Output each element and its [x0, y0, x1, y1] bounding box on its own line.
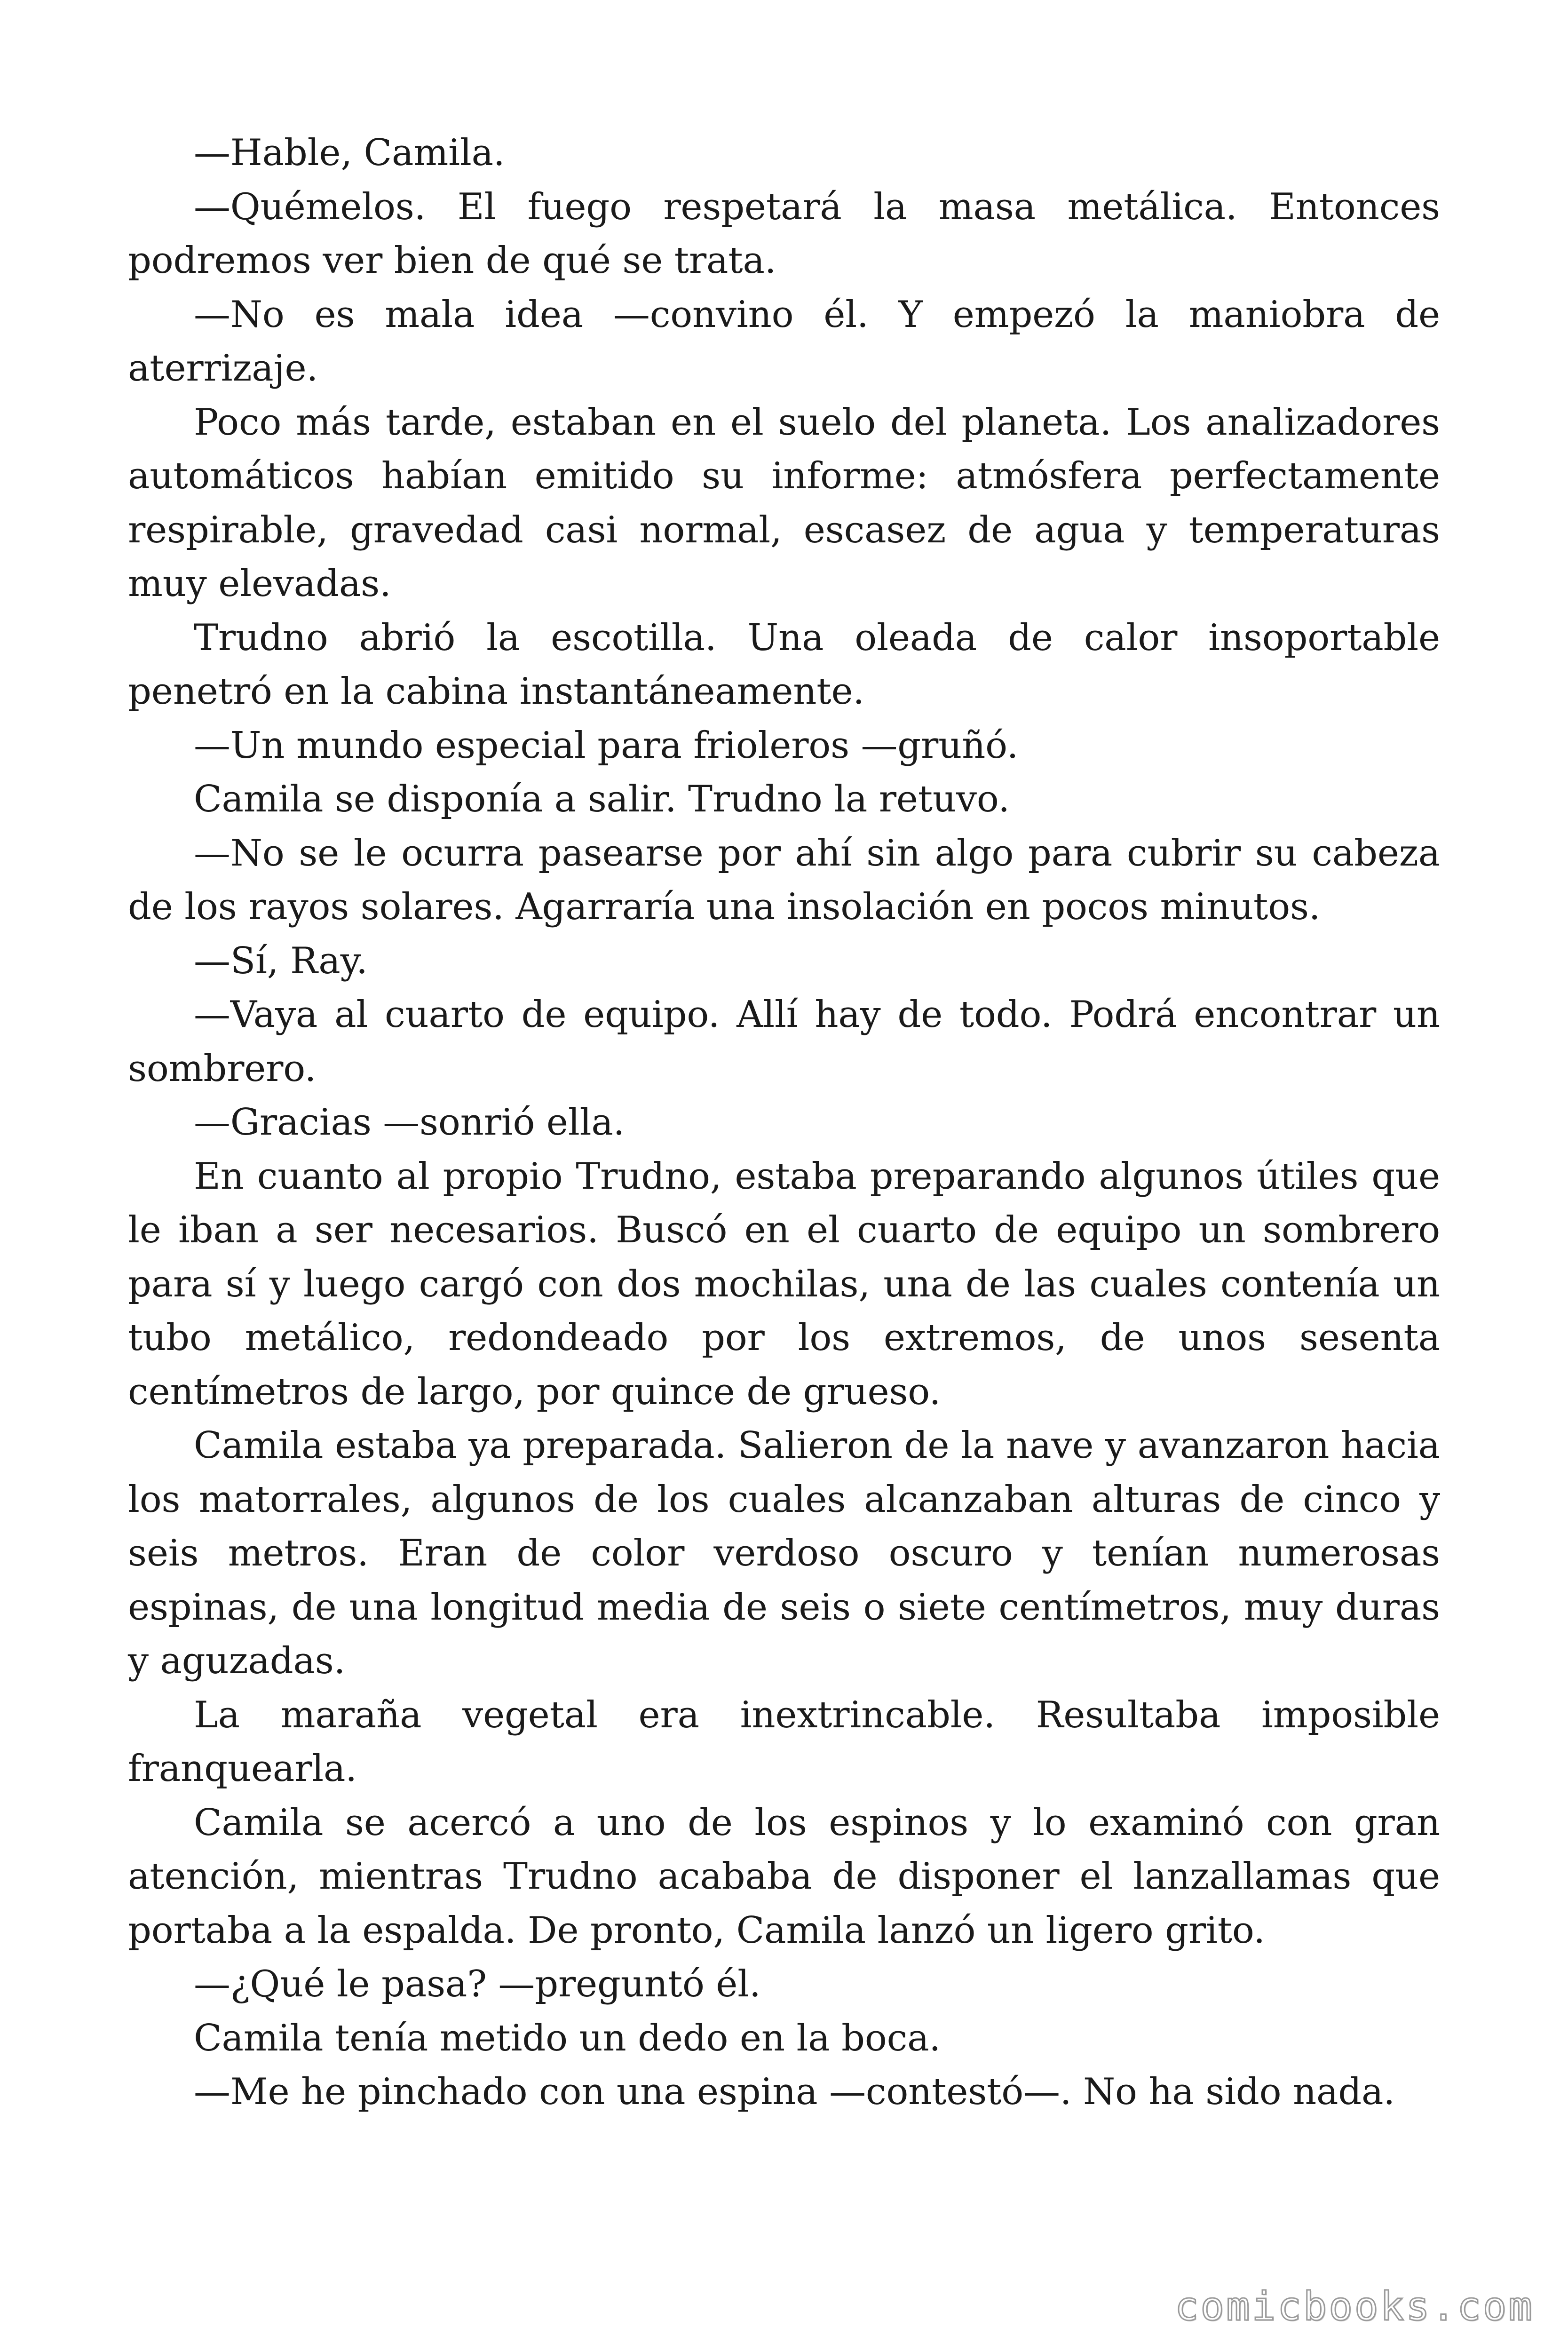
paragraph: —Vaya al cuarto de equipo. Allí hay de todo. Podrá encontrar un sombrero. — [128, 993, 1440, 1090]
watermark: comicbooks.com — [1174, 2283, 1534, 2329]
paragraph: —¿Qué le pasa? —preguntó él. — [194, 1963, 761, 2005]
paragraph: —Me he pinchado con una espina —contestó—. No ha sido nada. — [194, 2071, 1395, 2113]
paragraph: —Sí, Ray. — [194, 939, 368, 982]
paragraph: Poco más tarde, estaban en el suelo del planeta. Los analizadores automáticos habían emitido su informe: atmósfera perfectamente respirable, gravedad casi normal, escasez de agua y temperaturas muy elevadas. — [128, 401, 1440, 605]
body-text — [128, 126, 1440, 2119]
paragraph: Camila tenía metido un dedo en la boca. — [194, 2017, 941, 2059]
paragraph: Camila se disponía a salir. Trudno la retuvo. — [194, 778, 1010, 820]
paragraph: —Un mundo especial para frioleros —gruñó. — [194, 724, 1019, 767]
paragraph: —No se le ocurra pasearse por ahí sin algo para cubrir su cabeza de los rayos solares. Agarraría una insolación en pocos minutos. — [128, 832, 1440, 928]
paragraph: —Quémelos. El fuego respetará la masa metálica. Entonces podremos ver bien de qué se trata. — [128, 185, 1440, 282]
paragraph: La maraña vegetal era inextrincable. Resultaba imposible franquearla. — [128, 1693, 1440, 1790]
paragraph: —Hable, Camila. — [194, 132, 505, 174]
paragraph: Camila estaba ya preparada. Salieron de la nave y avanzaron hacia los matorrales, algunos de los cuales alcanzaban alturas de cinco y seis metros. Eran de color verdoso oscuro y tenían numerosas espinas, de una longitud media de seis o siete centímetros, muy duras y aguzadas. — [128, 1424, 1440, 1682]
paragraph: Camila se acercó a uno de los espinos y lo examinó con gran atención, mientras Trudno acababa de disponer el lanzallamas que portaba a la espalda. De pronto, Camila lanzó un ligero grito. — [128, 1801, 1440, 1952]
paragraph: Trudno abrió la escotilla. Una oleada de calor insoportable penetró en la cabina instantáneamente. — [128, 616, 1440, 713]
paragraph: —Gracias —sonrió ella. — [194, 1101, 625, 1144]
paragraph: —No es mala idea —convino él. Y empezó la maniobra de aterrizaje. — [128, 293, 1440, 389]
paragraph: En cuanto al propio Trudno, estaba preparando algunos útiles que le iban a ser necesarios. Buscó en el cuarto de equipo un sombrero para sí y luego cargó con dos mochilas, una de las cuales contenía un tubo metálico, redondeado por los extremos, de unos sesenta centímetros de largo, por quince de grueso. — [128, 1155, 1440, 1413]
